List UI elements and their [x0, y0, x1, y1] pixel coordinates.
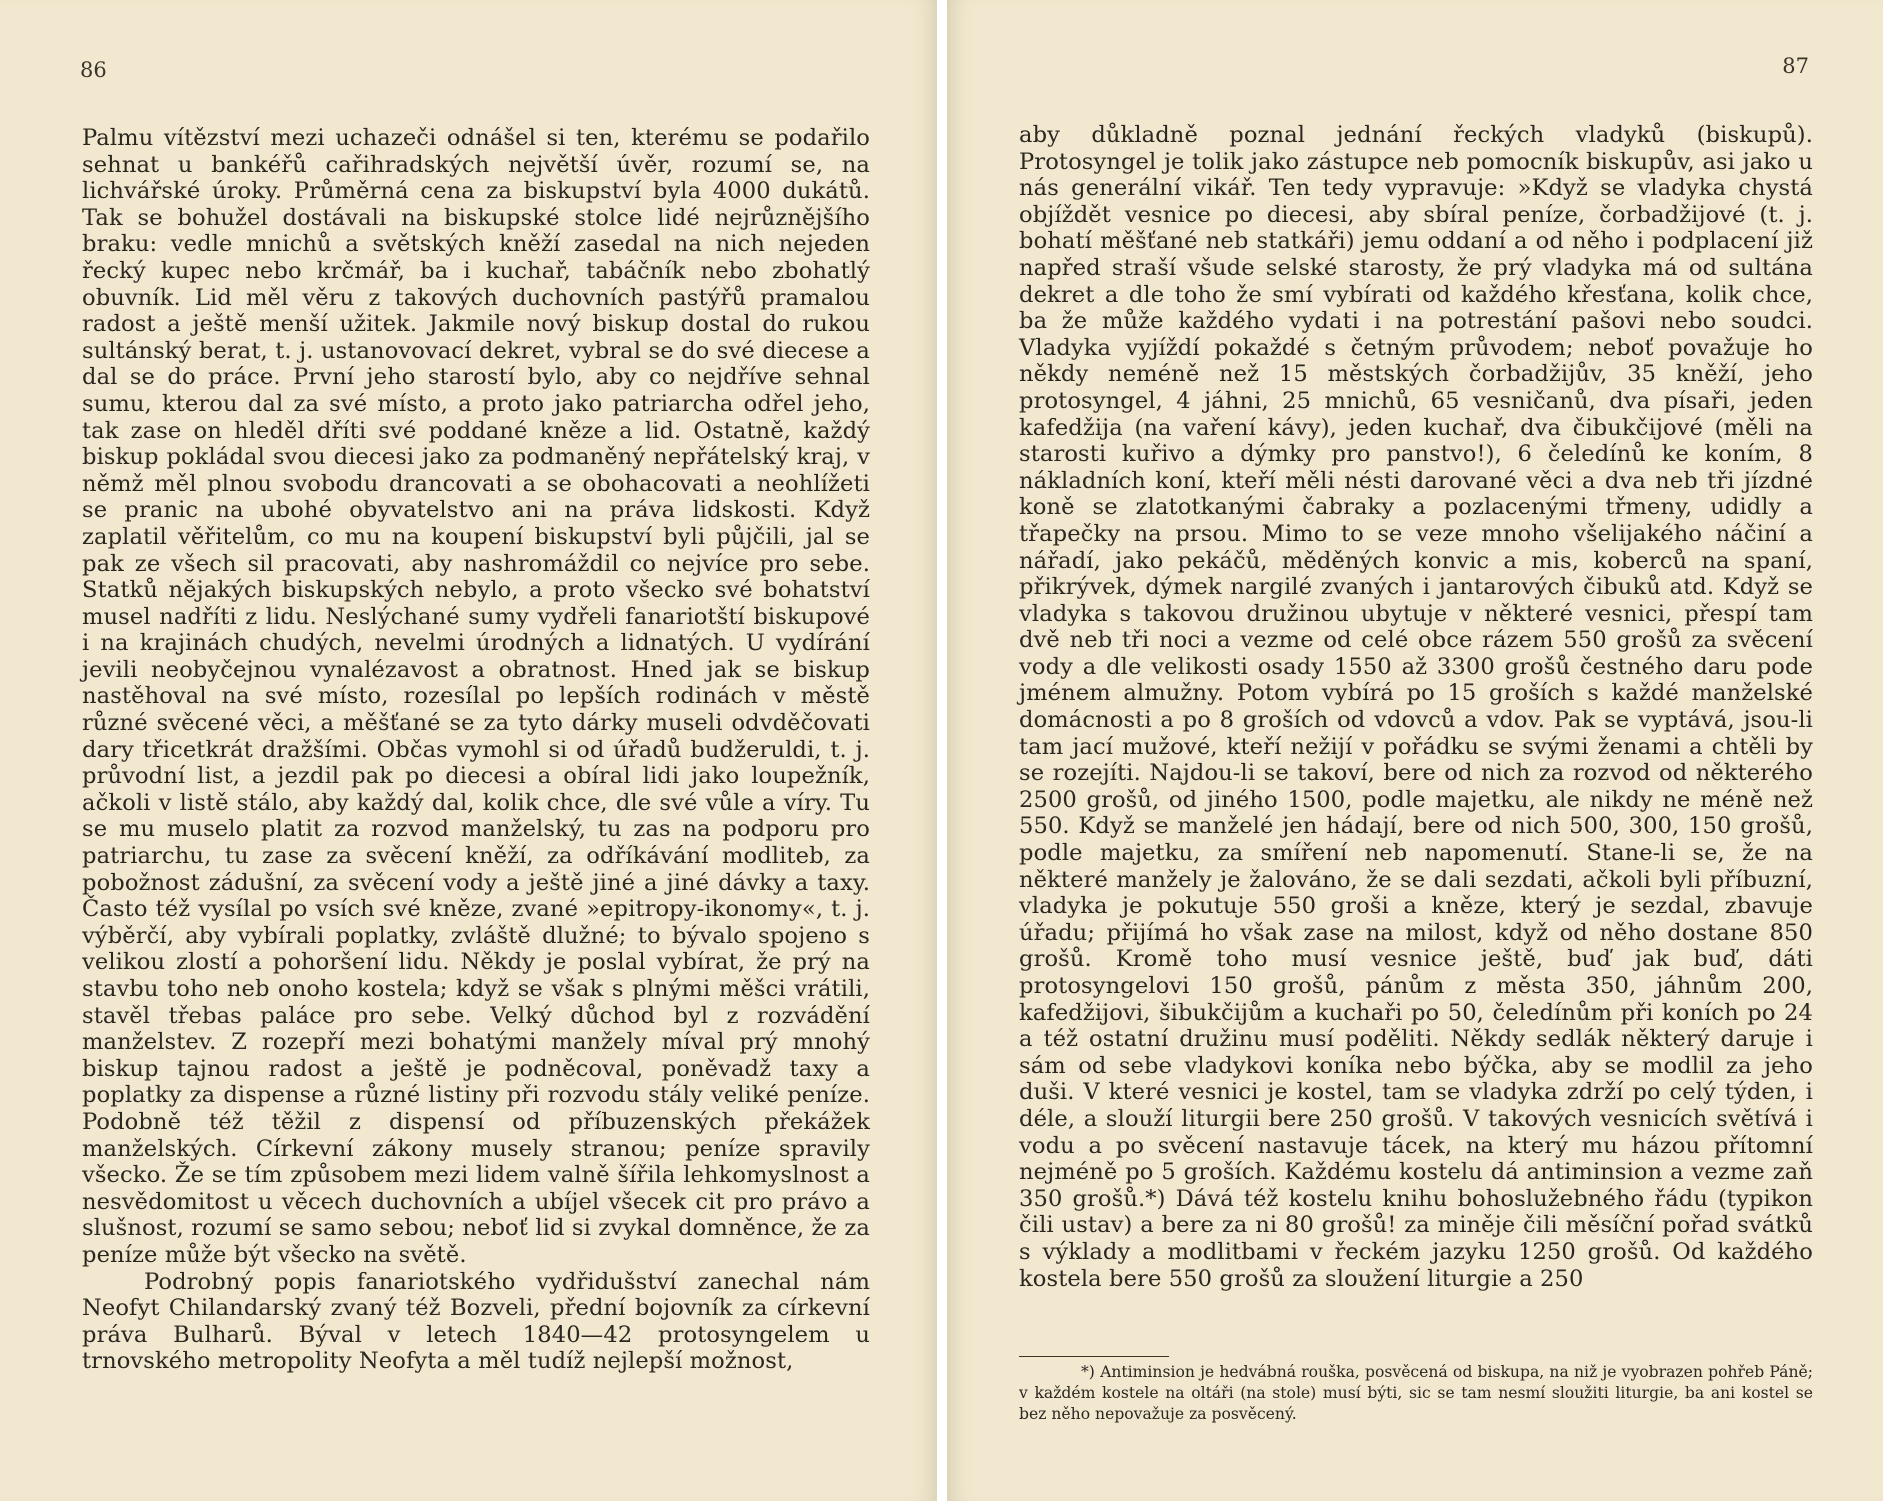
right-page [947, 0, 1883, 1501]
left-page-text [82, 125, 870, 1375]
right-page-text [1019, 122, 1813, 1292]
page-number-right: 87 [1782, 54, 1809, 78]
left-paragraph-1: Palmu vítězství mezi uchazeči odnášel si ten, kterému se podařilo sehnat u bankéřů cařihradských největší úvěr, rozumí se, na lichvářské úroky. Průměrná cena za biskupství byla 4000 dukátů. Tak se bohužel dostávali na biskupské stolce lidé nejrůznějšího braku: vedle mnichů a světských kněží zasedal na nich nejeden řecký kupec nebo krčmář, ba i kuchař, tabáčník nebo zbohatlý obuvník. Lid měl věru z takových duchovních pastýřů pramalou radost a ještě menší užitek. Jakmile nový biskup dostal do rukou sultánský berat, t. j. ustanovovací dekret, vybral se do své diecese a dal se do práce. První jeho starostí bylo, aby co nejdříve sehnal sumu, kterou dal za své místo, a proto jako patriarcha odřel jeho, tak zase on hleděl dříti své poddané kněze a lid. Ostatně, každý biskup pokládal svou diecesi jako za podmaněný nepřátelský kraj, v němž měl plnou svobodu drancovati a se obohacovati a neohlížeti se pranic na ubohé obyvatelstvo ani na práva lidskosti. Když zaplatil věřitelům, co mu na koupení biskupství byli půjčili, jal se pak ze všech sil pracovati, aby nashromáždil co nejvíce pro sebe. Statků nějakých biskupských nebylo, a proto všecko své bohatství musel nadříti z lidu. Neslýchané sumy vydřeli fanariotští biskupové i na krajinách chudých, nevelmi úrodných a lidnatých. U vydírání jevili neobyčejnou vynalézavost a obratnost. Hned jak se biskup nastěhoval na své místo, rozesílal po lepších rodinách v městě různé svěcené věci, a měšťané se za tyto dárky museli odvděčovati dary třicetkrát dražšími. Občas vymohl si od úřadů budžeruldi, t. j. průvodní list, a jezdil pak po diecesi a obíral lidi jako loupežník, ačkoli v listě stálo, aby každý dal, kolik chce, dle své vůle a víry. Tu se mu muselo platit za rozvod manželský, tu zas na podporu pro patriarchu, tu zase za svěcení kněží, za odříkávání modliteb, za pobožnost zádušní, za svěcení vody a ještě jiné a jiné dávky a taxy. Často též vysílal po vsích své kněze, zvané »epitropy-ikonomy«, t. j. výběrčí, aby vybírali poplatky, zvláště dlužné; to bývalo spojeno s velikou zlostí a pohoršení lidu. Někdy je poslal vybírat, že prý na stavbu toho neb onoho kostela; když se však s plnými měšci vrátili, stavěl třebas paláce pro sebe. Velký důchod byl z rozvádění manželstev. Z rozepří mezi bohatými manžely míval prý mnohý biskup tajnou radost a ještě je podněcoval, poněvadž taxy a poplatky za dispense a různé listiny při rozvodu stály veliké peníze. Podobně též těžil z dispensí od příbuzenských překážek manželských. Církevní zákony musely stranou; peníze spravily všecko. Že se tím způsobem mezi lidem valně šířila lehkomyslnost a nesvědomitost u věcech duchovních a ubíjel všecek cit pro právo a slušnost, rozumí se samo sebou; neboť lid si zvykal domněnce, že za peníze může být všecko na světě. [82, 125, 870, 1268]
book-gutter [937, 0, 947, 1501]
page-number-left: 86 [80, 58, 107, 82]
footnote-divider [1019, 1356, 1169, 1357]
footnote: *) Antiminsion je hedvábná rouška, posvěcená od biskupa, na niž je vyobrazen pohřeb Páně; v každém kostele na oltáři (na stole) musí býti, sic se tam nesmí sloužiti liturgie, ba ani kostel se bez něho nepovažuje za posvěcený. [1019, 1363, 1813, 1423]
left-page [0, 0, 937, 1501]
left-paragraph-2: Podrobný popis fanariotského vydřidušství zanechal nám Neofyt Chilandarský zvaný též Bozveli, přední bojovník za církevní práva Bulharů. Býval v letech 1840—42 protosyngelem u trnovského metropolity Neofyta a měl tudíž nejlepší možnost, [82, 1268, 870, 1375]
right-paragraph-1: aby důkladně poznal jednání řeckých vladyků (biskupů). Protosyngel je tolik jako zástupce neb pomocník biskupův, asi jako u nás generální vikář. Ten tedy vypravuje: »Když se vladyka chystá objíždět vesnice po diecesi, aby sbíral peníze, čorbadžijové (t. j. bohatí měšťané neb statkáři) jemu oddaní a od něho i podplacení již napřed straší všude selské starosty, že prý vladyka má od sultána dekret a dle toho že smí vybírati od každého křesťana, kolik chce, ba že může každého vydati i na potrestání pašovi nebo soudci. Vladyka vyjíždí pokaždé s četným průvodem; neboť považuje ho někdy neméně než 15 městských čorbadžijův, 35 kněží, jeho protosyngel, 4 jáhni, 25 mnichů, 65 vesničanů, dva písaři, jeden kafedžija (na vaření kávy), jeden kuchař, dva čibukčijové (měli na starosti kuřivo a dýmky pro panstvo!), 6 čeledínů ke koním, 8 nákladních koní, kteří měli nésti darované věci a dva neb tři jízdné koně se zlatotkanými čabraky a pozlacenými třmeny, udidly a třapečky na prsou. Mimo to se veze mnoho všelijakého náčiní a nářadí, jako pekáčů, měděných konvic a mis, koberců na spaní, přikrývek, dýmek nargilé zvaných i jantarových čibuků atd. Když se vladyka s takovou družinou ubytuje v některé vesnici, přespí tam dvě neb tři noci a vezme od celé obce rázem 550 grošů za svěcení vody a dle velikosti osady 1550 až 3300 grošů čestného daru pode jménem almužny. Potom vybírá po 15 groších s každé manželské domácnosti a po 8 groších od vdovců a vdov. Pak se vyptává, jsou-li tam jací mužové, kteří nežijí v pořádku se svými ženami a chtěli by se rozejíti. Najdou-li se takoví, bere od nich za rozvod od některého 2500 grošů, od jiného 1500, podle majetku, ale nikdy ne méně než 550. Když se manželé jen hádají, bere od nich 500, 300, 150 grošů, podle majetku, za smíření neb napomenutí. Stane-li se, že na některé manžely je žalováno, že se dali sezdati, ačkoli byli příbuzní, vladyka je pokutuje 550 groši a kněze, který je sezdal, zbavuje úřadu; přijímá ho však zase na milost, když od něho dostane 850 grošů. Kromě toho musí vesnice ještě, buď jak buď, dáti protosyngelovi 150 grošů, pánům z města 350, jáhnům 200, kafedžijovi, šibukčijům a kuchaři po 50, čeledínům při koních po 24 a též ostatní družinu musí poděliti. Někdy sedlák některý daruje i sám od sebe vladykovi koníka nebo býčka, aby se modlil za jeho duši. V které vesnici je kostel, tam se vladyka zdrží po celý týden, i déle, a slouží liturgii bere 250 grošů. V takových vesnicích světívá i vodu a po svěcení nastavuje tácek, na který mu házou přítomní nejméně po 5 groších. Každému kostelu dá antiminsion a vezme zaň 350 grošů.*) Dává též kostelu knihu bohoslužebného řádu (typikon čili ustav) a bere za ni 80 grošů! za miněje čili měsíční pořad svátků s výklady a modlitbami v řeckém jazyku 1250 grošů. Od každého kostela bere 550 grošů za sloužení liturgie a 250 [1019, 122, 1813, 1292]
